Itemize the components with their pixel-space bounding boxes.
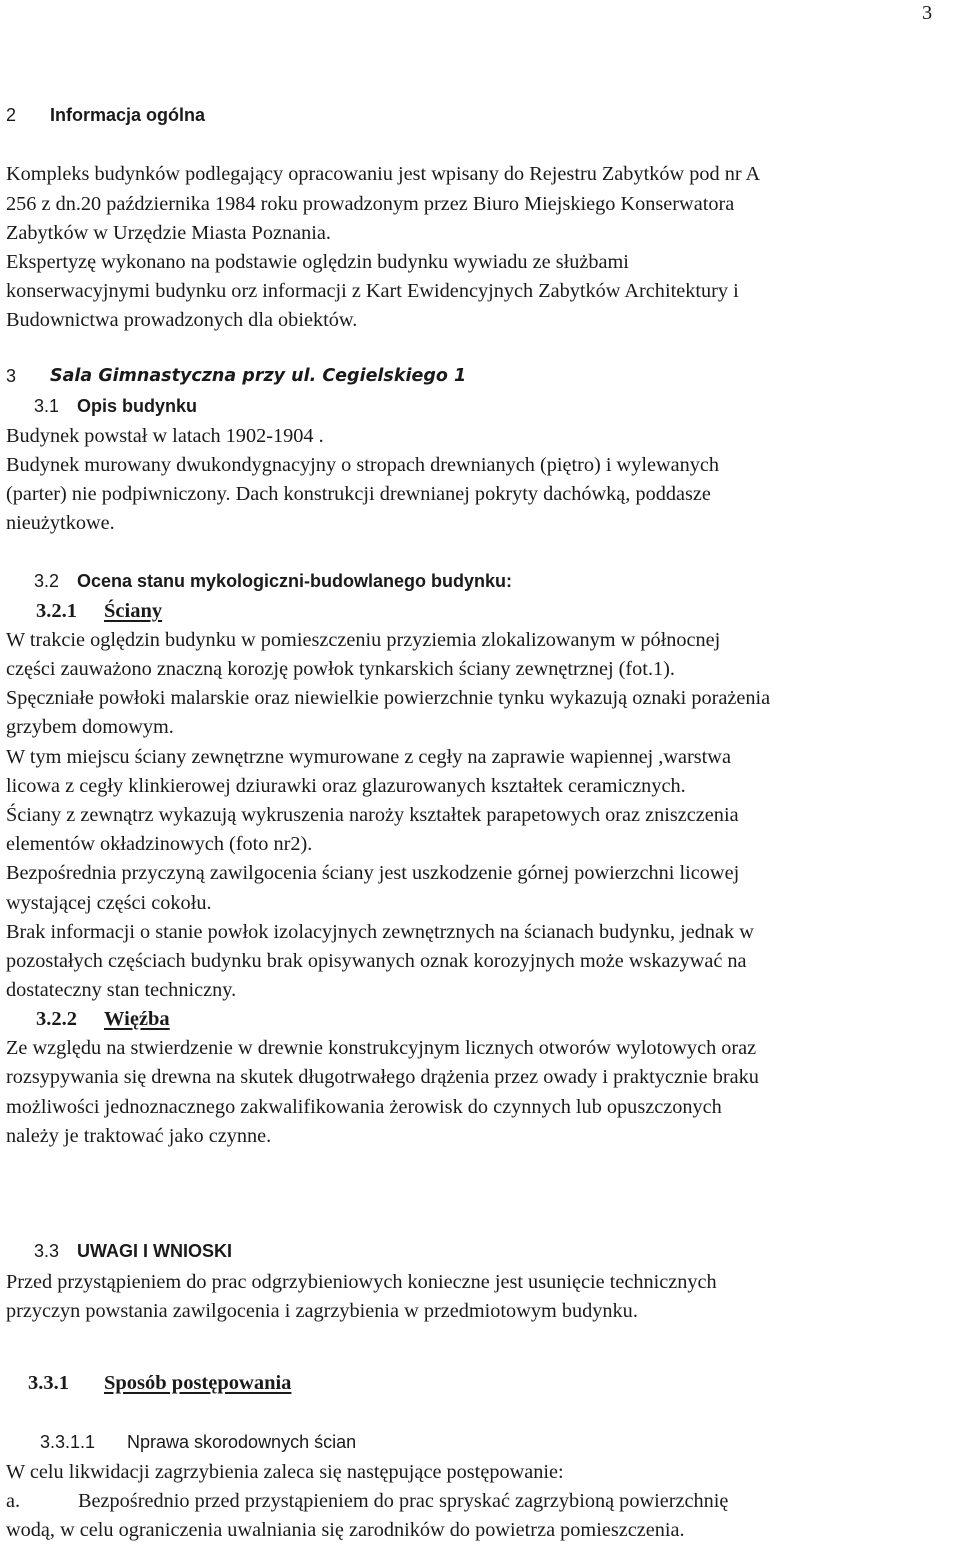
paragraph-line: dostateczny stan techniczny. [6,979,237,1001]
paragraph-line: Brak informacji o stanie powłok izolacyjnych zewnętrznych na ścianach budynku, jednak w [6,921,754,943]
paragraph-line: W trakcie oględzin budynku w pomieszczeniu przyziemia zlokalizowanym w północnej [6,629,721,651]
list-item-line: Bezpośrednio przed przystąpieniem do prac spryskać zagrzybioną powierzchnię [78,1490,729,1512]
paragraph-line: Ściany z zewnątrz wykazują wykruszenia naroży kształtek parapetowych oraz zniszczenia [6,804,739,826]
paragraph-line: Ekspertyzę wykonano na podstawie oględzin budynku wywiadu ze służbami [6,251,629,273]
paragraph-line: W celu likwidacji zagrzybienia zaleca się następujące postępowanie: [6,1461,564,1483]
section-3-2-1-number: 3.2.1 [36,600,77,622]
paragraph-line: przyczyn powstania zawilgocenia i zagrzybienia w przedmiotowym budynku. [6,1300,638,1322]
section-3-2-2-title: Więźba [104,1008,170,1030]
section-2-title: Informacja ogólna [50,105,206,125]
paragraph-line: pozostałych częściach budynku brak opisywanych oznak korozyjnych może wskazywać na [6,950,747,972]
paragraph-line: Bezpośrednia przyczyną zawilgocenia ściany jest uszkodzenie górnej powierzchni licowej [6,862,740,884]
section-3-title: Sala Gimnastyczna przy ul. Cegielskiego 1 [50,366,467,386]
paragraph-line: Ze względu na stwierdzenie w drewnie konstrukcyjnym licznych otworów wylotowych oraz [6,1037,757,1059]
section-2-number: 2 [6,105,17,125]
paragraph-line: licowa z cegły klinkierowej dziurawki oraz glazurowanych kształtek ceramicznych. [6,775,686,797]
paragraph-line: konserwacyjnymi budynku orz informacji z Kart Ewidencyjnych Zabytków Architektury i [6,280,739,302]
paragraph-line: Spęczniałe powłoki malarskie oraz niewielkie powierzchnie tynku wykazują oznaki porażenia [6,687,771,709]
paragraph-line: Zabytków w Urzędzie Miasta Poznania. [6,222,331,244]
section-3-1-title: Opis budynku [77,396,198,416]
section-3-3-number: 3.3 [34,1241,60,1261]
paragraph-line: rozsypywania się drewna na skutek długotrwałego drążenia przez owady i praktycznie braku [6,1066,759,1088]
paragraph-line: części zauważono znaczną korozję powłok tynkarskich ściany zewnętrznej (fot.1). [6,658,675,680]
section-3-2-title: Ocena stanu mykologiczni-budowlanego budynku: [77,571,513,591]
paragraph-line: 256 z dn.20 października 1984 roku prowadzonym przez Biuro Miejskiego Konserwatora [6,193,735,215]
section-3-2-2-number: 3.2.2 [36,1008,77,1030]
paragraph-line: (parter) nie podpiwniczony. Dach konstrukcji drewnianej pokryty dachówką, poddasze [6,483,711,505]
paragraph-line: Budynek powstał w latach 1902-1904 . [6,425,324,447]
paragraph-line: wystającej części cokołu. [6,892,212,914]
paragraph-line: Budynek murowany dwukondygnacyjny o stropach drewnianych (piętro) i wylewanych [6,454,720,476]
section-3-3-1-number: 3.3.1 [28,1372,69,1394]
section-3-3-1-1-number: 3.3.1.1 [40,1432,96,1452]
section-3-2-1-title: Ściany [104,600,163,622]
paragraph-line: W tym miejscu ściany zewnętrzne wymurowane z cegły na zaprawie wapiennej ,warstwa [6,746,731,768]
page-number: 3 [922,2,933,24]
paragraph-line: należy je traktować jako czynne. [6,1125,272,1147]
paragraph-line: Przed przystąpieniem do prac odgrzybieniowych konieczne jest usunięcie technicznych [6,1271,717,1293]
section-3-3-1-1-title: Nprawa skorodownych ścian [127,1432,357,1452]
section-3-2-number: 3.2 [34,571,60,591]
section-3-1-number: 3.1 [34,396,60,416]
paragraph-line: elementów okładzinowych (foto nr2). [6,833,313,855]
paragraph-line: grzybem domowym. [6,716,174,738]
section-3-number: 3 [6,366,17,386]
paragraph-line: nieużytkowe. [6,512,115,534]
list-item-marker: a. [6,1490,21,1512]
paragraph-line: możliwości jednoznacznego zakwalifikowania żerowisk do czynnych lub opuszczonych [6,1096,722,1118]
paragraph-line: Kompleks budynków podlegający opracowaniu jest wpisany do Rejestru Zabytków pod nr A [6,163,761,185]
list-item-line: wodą, w celu ograniczenia uwalniania się zarodników do powietrza pomieszczenia. [6,1519,685,1541]
paragraph-line: Budownictwa prowadzonych dla obiektów. [6,309,358,331]
section-3-3-1-title: Sposób postępowania [104,1372,292,1394]
section-3-3-title: UWAGI I WNIOSKI [77,1241,232,1261]
